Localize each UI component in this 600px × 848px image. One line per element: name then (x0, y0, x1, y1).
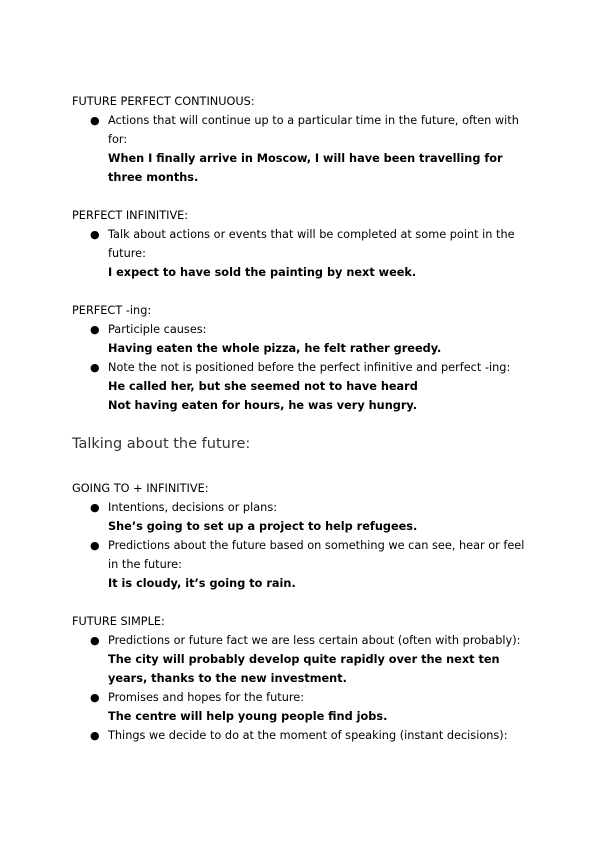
list-item (72, 631, 532, 688)
section-heading: FUTURE PERFECT CONTINUOUS: (72, 95, 255, 108)
item-text: Predictions about the future based on something we can see, hear or feel in the future: (108, 539, 525, 571)
item-text: Intentions, decisions or plans: (108, 501, 278, 514)
section-perfect-ing (72, 301, 532, 415)
bullet-list (72, 225, 532, 282)
section-going-to-infinitive (72, 479, 532, 593)
bullet-icon: ● (90, 539, 100, 552)
bullet-icon: ● (90, 729, 100, 742)
section-heading: GOING TO + INFINITIVE: (72, 482, 209, 495)
item-text: Note the not is positioned before the perfect infinitive and perfect -ing: (108, 361, 511, 374)
item-text: Talk about actions or events that will be completed at some point in the future: (108, 228, 515, 260)
list-item (72, 536, 532, 593)
bullet-list (72, 498, 532, 593)
list-item (72, 358, 532, 415)
bullet-list (72, 631, 532, 745)
page-title: Talking about the future: (72, 436, 251, 452)
section-future-simple (72, 612, 532, 745)
example-sentence: Having eaten the whole pizza, he felt rather greedy. (108, 342, 442, 355)
bullet-icon: ● (90, 634, 100, 647)
example-sentence: When I finally arrive in Moscow, I will have been travelling for three months. (108, 152, 503, 184)
example-sentence: The centre will help young people find jobs. (108, 710, 388, 723)
item-text: Things we decide to do at the moment of speaking (instant decisions): (108, 729, 508, 742)
list-item (72, 225, 532, 282)
item-text: Promises and hopes for the future: (108, 691, 305, 704)
list-item (72, 726, 532, 745)
list-item (72, 498, 532, 536)
item-text: Predictions or future fact we are less certain about (often with probably): (108, 634, 521, 647)
document-page (72, 92, 532, 764)
list-item (72, 320, 532, 358)
example-sentence: The city will probably develop quite rapidly over the next ten years, thanks to the new investment. (108, 653, 500, 685)
list-item (72, 111, 532, 187)
example-sentence: He called her, but she seemed not to have heard (108, 380, 418, 393)
item-text: Participle causes: (108, 323, 207, 336)
bullet-icon: ● (90, 323, 100, 336)
example-sentence: I expect to have sold the painting by next week. (108, 266, 417, 279)
section-heading: PERFECT -ing: (72, 304, 152, 317)
list-item (72, 688, 532, 726)
bullet-list (72, 111, 532, 187)
section-heading: FUTURE SIMPLE: (72, 615, 165, 628)
bullet-icon: ● (90, 501, 100, 514)
bullet-icon: ● (90, 228, 100, 241)
section-heading: PERFECT INFINITIVE: (72, 209, 189, 222)
example-sentence: She’s going to set up a project to help refugees. (108, 520, 418, 533)
bullet-icon: ● (90, 114, 100, 127)
example-sentence: Not having eaten for hours, he was very hungry. (108, 399, 418, 412)
section-perfect-infinitive (72, 206, 532, 282)
bullet-list (72, 320, 532, 415)
section-future-perfect-continuous (72, 92, 532, 187)
bullet-icon: ● (90, 691, 100, 704)
example-sentence: It is cloudy, it’s going to rain. (108, 577, 296, 590)
bullet-icon: ● (90, 361, 100, 374)
item-text: Actions that will continue up to a particular time in the future, often with for: (108, 114, 519, 146)
